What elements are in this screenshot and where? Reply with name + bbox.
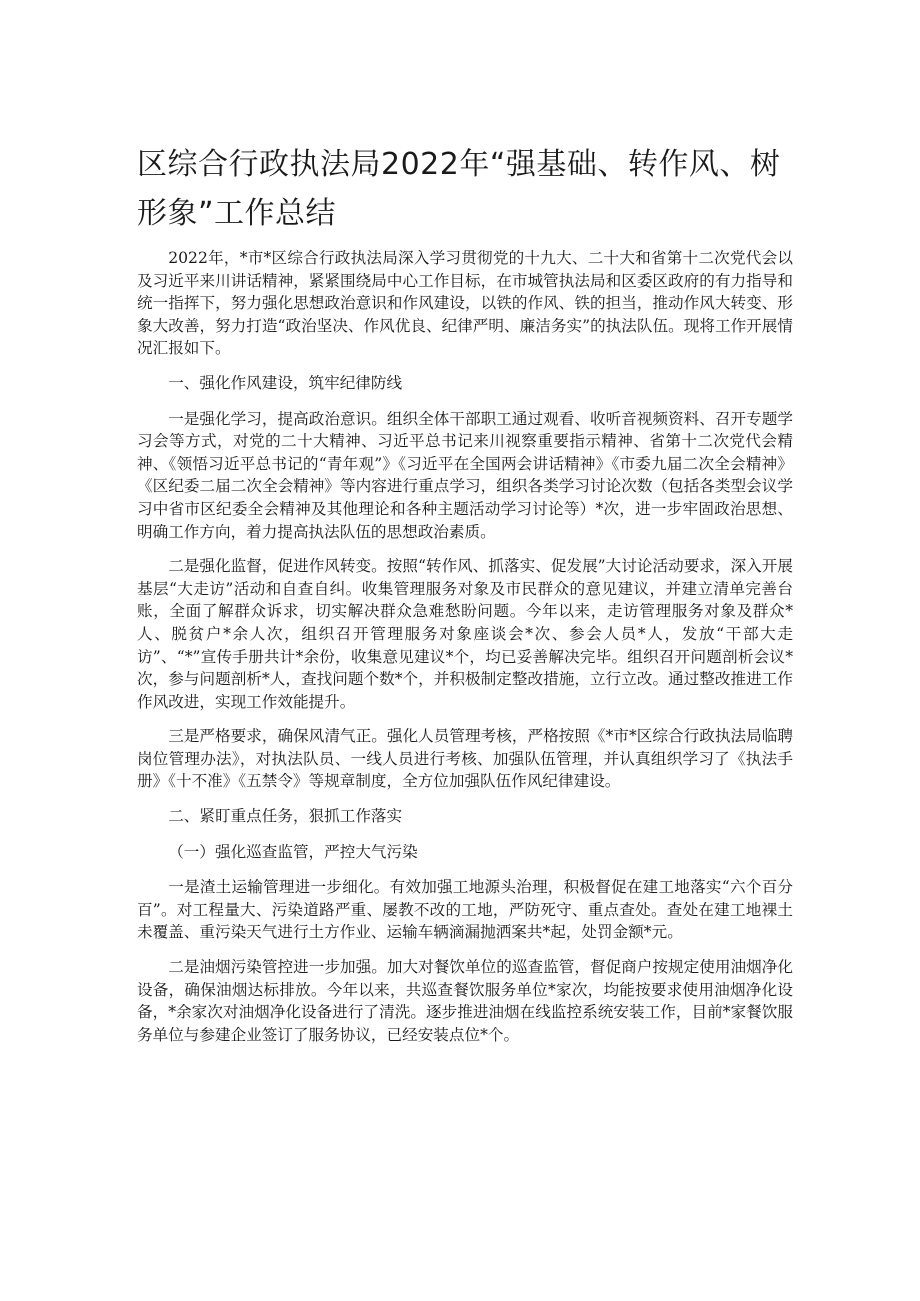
subsection-heading: （一）强化巡查监管，严控大气污染 xyxy=(168,842,418,861)
body-paragraph: 三是严格要求，确保风清气正。强化人员管理考核，严格按照《*市*区综合行政执法局临聘岗位管理办法》，对执法队员、一线人员进行考核、加强队伍管理，并认真组织学习了《执法手册》《十不准》《五禁令》等规章制度，全方位加强队伍作风纪律建设。 xyxy=(137,727,793,791)
section-heading-2: 二、紧盯重点任务，狠抓工作落实 xyxy=(168,807,403,826)
body-paragraph: 一是强化学习，提高政治意识。组织全体干部职工通过观看、收听音视频资料、召开专题学习会等方式，对党的二十大精神、习近平总书记来川视察重要指示精神、省第十二次党代会精神、《领悟习近平总书记的“青年观”》《习近平在全国两会讲话精神》《市委九届二次全会精神》《区纪委二届二次全会精神》等内容进行重点学习，组织各类学习讨论次数（包括各类型会议学习中省市区纪委全会精神及其他理论和各种主题活动学习讨论等）*次，进一步牢固政治思想、明确工作方向，着力提高执法队伍的思想政治素质。 xyxy=(137,409,793,541)
body-paragraph: 一是渣土运输管理进一步细化。有效加强工地源头治理，积极督促在建工地落实“六个百分百”。对工程量大、污染道路严重、屡教不改的工地，严防死守、重点查处。查处在建工地裸土未覆盖、重污染天气进行土方作业、运输车辆滴漏抛洒案共*起，处罚金额*元。 xyxy=(137,878,793,942)
intro-paragraph: 2022年，*市*区综合行政执法局深入学习贯彻党的十九大、二十大和省第十二次党代会以及习近平来川讲话精神，紧紧围绕局中心工作目标，在市城管执法局和区委区政府的有力指导和统一指挥下，努力强化思想政治意识和作风建设，以铁的作风、铁的担当，推动作风大转变、形象大改善，努力打造“政治坚决、作风优良、纪律严明、廉洁务实”的执法队伍。现将工作开展情况汇报如下。 xyxy=(137,249,793,358)
document-body xyxy=(137,247,793,1058)
body-paragraph: 二是强化监督，促进作风转变。按照“转作风、抓落实、促发展”大讨论活动要求，深入开展基层“大走访”活动和自查自纠。收集管理服务对象及市民群众的意见建议，并建立清单完善台账，全面了解群众诉求，切实解决群众急难愁盼问题。今年以来，走访管理服务对象及群众*人、脱贫户*余人次，组织召开管理服务对象座谈会*次、参会人员*人，发放“干部大走访”、“*”宣传手册共计*余份，收集意见建议*个，均已妥善解决完毕。组织召开问题剖析会议*次，参与问题剖析*人，查找问题个数*个，并积极制定整改措施，立行立改。通过整改推进工作作风改进，实现工作效能提升。 xyxy=(137,557,793,711)
body-paragraph: 二是油烟污染管控进一步加强。加大对餐饮单位的巡查监管，督促商户按规定使用油烟净化设备，确保油烟达标排放。今年以来，共巡查餐饮服务单位*家次，均能按要求使用油烟净化设备，*余家次对油烟净化设备进行了清洗。逐步推进油烟在线监控系统安装工作，目前*家餐饮服务单位与参建企业签订了服务协议，已经安装点位*个。 xyxy=(137,958,793,1044)
document-title: 区综合行政执法局2022年“强基础、转作风、树形象”工作总结 xyxy=(137,147,781,231)
section-heading-1: 一、强化作风建设，筑牢纪律防线 xyxy=(168,373,403,392)
